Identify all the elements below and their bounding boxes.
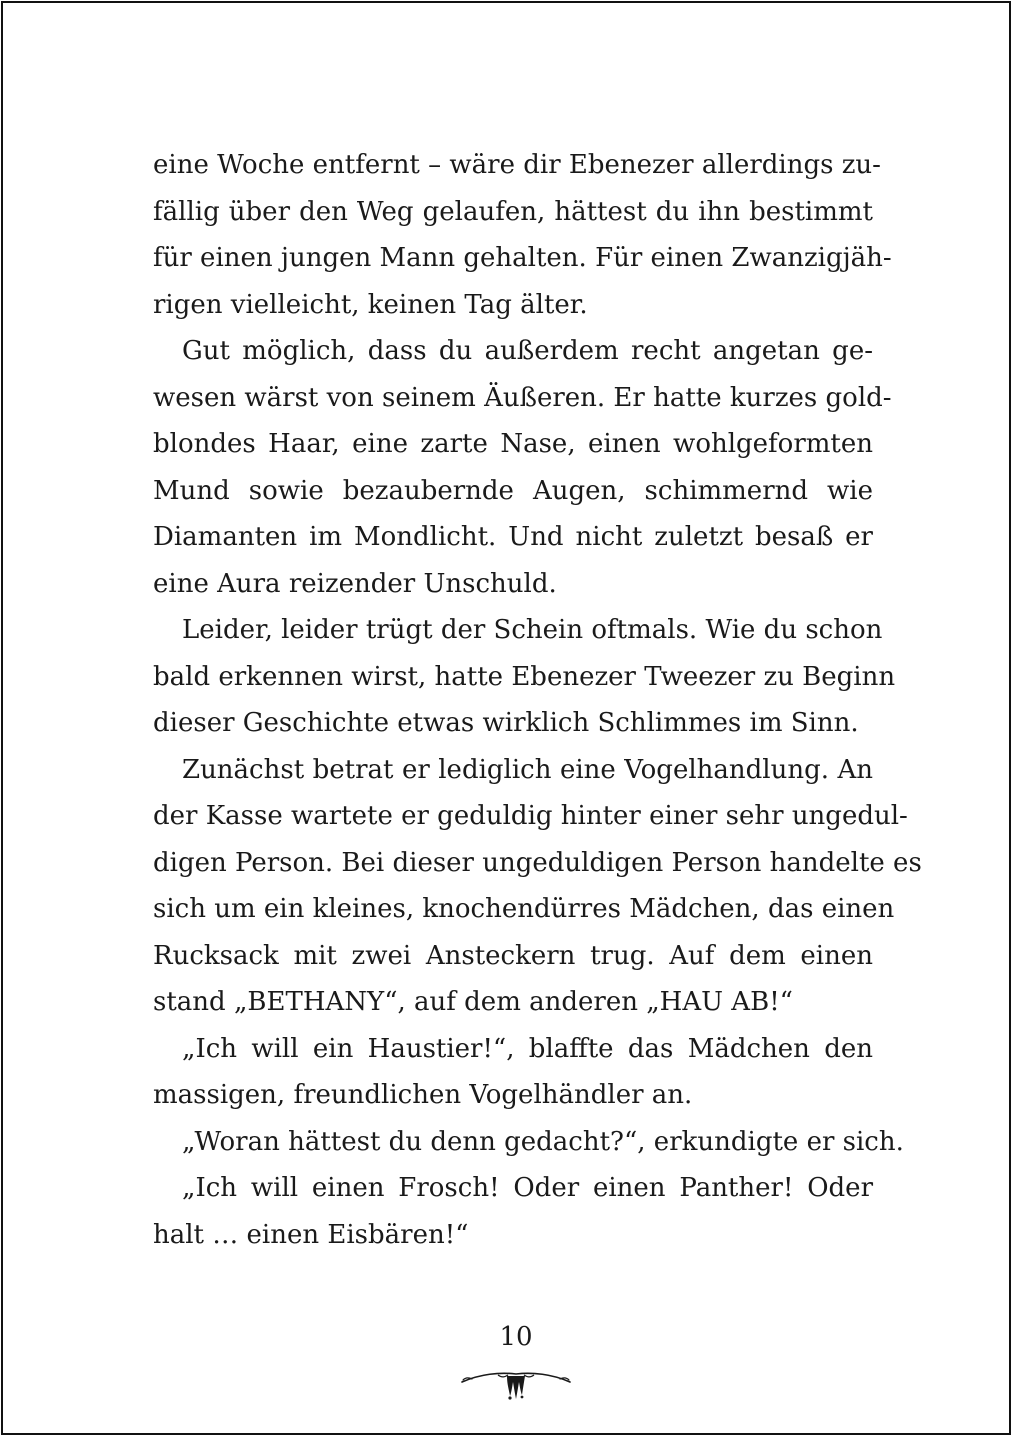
text-line: halt … einen Eisbären!“ [153, 1219, 469, 1250]
page-number: 10 [499, 1322, 533, 1352]
book-page [1, 1, 1011, 1435]
body-text [153, 142, 922, 1258]
text-line: Mund sowie bezaubernde Augen, schimmernd wie [153, 475, 873, 506]
text-line: rigen vielleicht, keinen Tag älter. [153, 289, 588, 320]
text-line: digen Person. Bei dieser ungeduldigen Person handelte es [153, 847, 922, 878]
text-line: Diamanten im Mondlicht. Und nicht zuletzt besaß er [153, 522, 873, 552]
text-line: sich um ein kleines, knochendürres Mädchen, das einen [153, 894, 895, 924]
text-line: fällig über den Weg gelaufen, hättest du ihn bestimmt [153, 196, 873, 227]
text-line: der Kasse wartete er geduldig hinter einer sehr ungedul- [153, 801, 908, 831]
text-line: „Ich will einen Frosch! Oder einen Panther! Oder [182, 1173, 873, 1203]
text-line: „Ich will ein Haustier!“, blaffte das Mädchen den [182, 1033, 873, 1064]
text-line: stand „BETHANY“, auf dem anderen „HAU AB!“ [153, 987, 793, 1017]
text-line: blondes Haar, eine zarte Nase, einen wohlgeformten [153, 429, 873, 459]
text-line: dieser Geschichte etwas wirklich Schlimmes im Sinn. [153, 708, 859, 738]
text-line: Zunächst betrat er lediglich eine Vogelhandlung. An [182, 754, 873, 785]
dripping-branch-ornament-icon [458, 1350, 574, 1402]
text-line: bald erkennen wirst, hatte Ebenezer Tweezer zu Beginn [153, 661, 896, 692]
text-line: für einen jungen Mann gehalten. Für einen Zwanzigjäh- [153, 243, 892, 273]
text-line: Gut möglich, dass du außerdem recht angetan ge- [182, 336, 873, 366]
text-line: Leider, leider trügt der Schein oftmals. Wie du schon [182, 615, 883, 645]
text-line: wesen wärst von seinem Äußeren. Er hatte kurzes gold- [153, 382, 892, 413]
text-line: eine Aura reizender Unschuld. [153, 568, 557, 599]
text-line: Rucksack mit zwei Ansteckern trug. Auf dem einen [153, 940, 873, 971]
text-line: „Woran hättest du denn gedacht?“, erkundigte er sich. [182, 1126, 904, 1157]
text-line: massigen, freundlichen Vogelhändler an. [153, 1080, 693, 1110]
text-line: eine Woche entfernt – wäre dir Ebenezer allerdings zu- [153, 150, 881, 180]
